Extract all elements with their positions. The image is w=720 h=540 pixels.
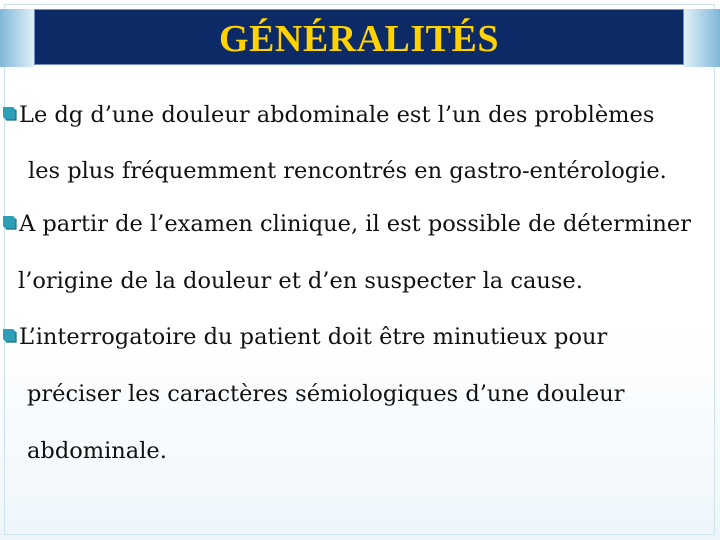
bullet-item-1-line-1 bbox=[1, 104, 654, 127]
bullet-text: Le dg d’une douleur abdominale est l’un des problèmes bbox=[19, 102, 655, 128]
bullet-item-3-line-2: préciser les caractères sémiologiques d’une douleur bbox=[27, 381, 625, 407]
slide-title: GÉNÉRALITÉS bbox=[218, 18, 500, 60]
bullet-text: L’interrogatoire du patient doit être minutieux pour bbox=[19, 324, 608, 350]
q-wingding-bullet-icon bbox=[1, 215, 17, 231]
bullet-item-3-line-3: abdominale. bbox=[27, 438, 167, 464]
bullet-item-2-line-1 bbox=[1, 213, 691, 236]
bullet-item-3-line-1 bbox=[1, 326, 607, 349]
bullet-item-2-line-2: l’origine de la douleur et d’en suspecter la cause. bbox=[18, 268, 583, 294]
q-wingding-bullet-icon bbox=[1, 328, 17, 344]
q-wingding-bullet-icon bbox=[1, 106, 17, 122]
bullet-item-1-line-2: les plus fréquemment rencontrés en gastro-entérologie. bbox=[28, 158, 667, 184]
bullet-text: A partir de l’examen clinique, il est possible de déterminer bbox=[19, 211, 691, 237]
